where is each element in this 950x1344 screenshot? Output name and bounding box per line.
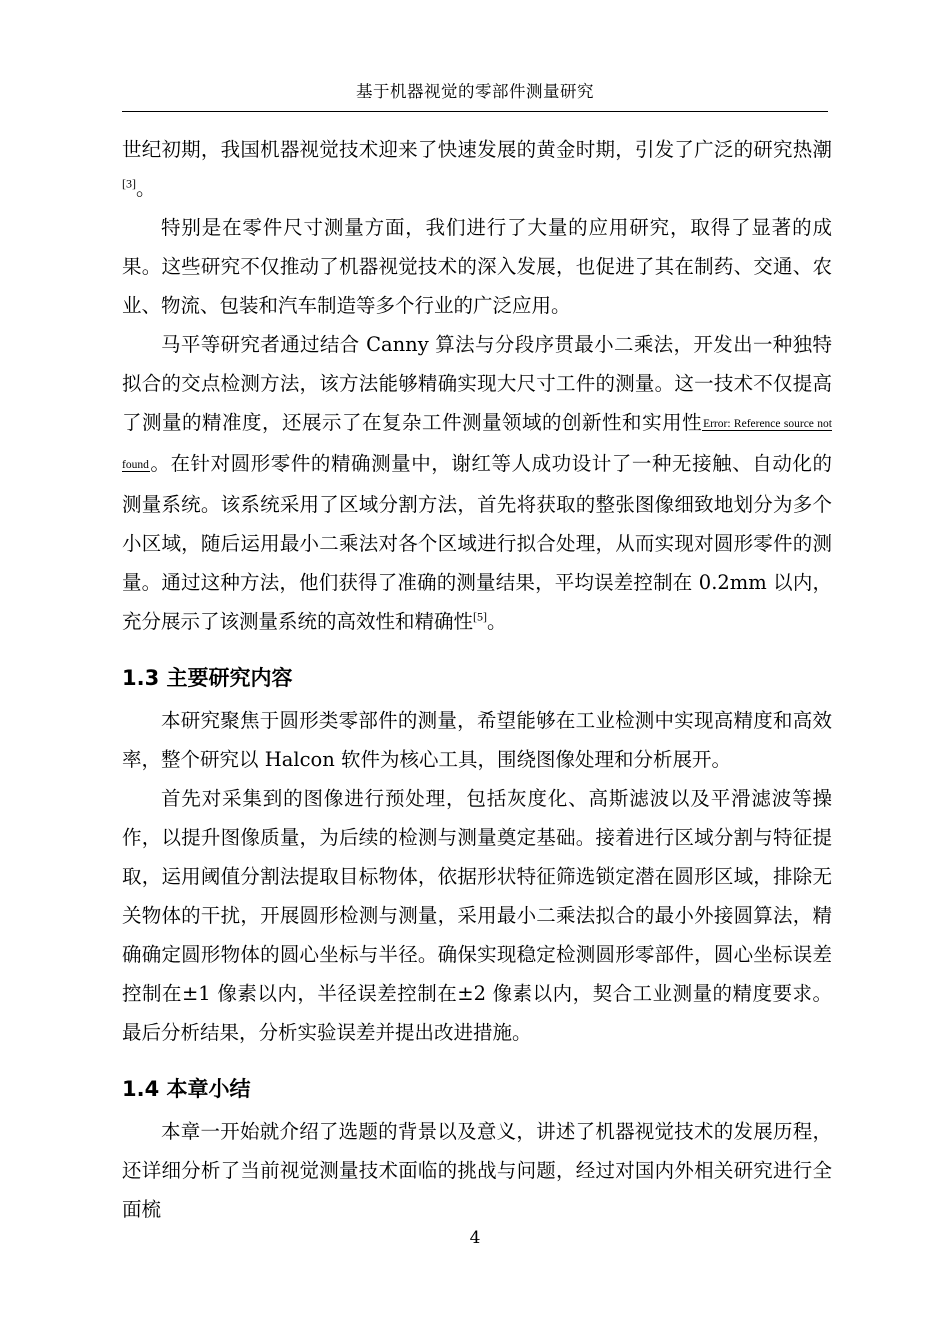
document-body <box>122 130 832 1229</box>
heading-1-4: 1.4 本章小结 <box>122 1077 251 1101</box>
page-number: 4 <box>469 1228 481 1248</box>
paragraph-3-segment-3: 。 <box>487 610 507 633</box>
paragraph-3-segment-1: 马平等研究者通过结合 Canny 算法与分段序贯最小二乘法，开发出一种独特拟合的交点检测方法，该方法能够精确实现大尺寸工件的测量。这一技术不仅提高了测量的精准度，还展示了在复杂工件测量领域的创新性和实用性 <box>122 333 832 434</box>
citation-ref-5: [5] <box>473 609 488 624</box>
reference-error-text: Error: Reference source not found <box>122 418 832 471</box>
paragraph-1-text: 世纪初期，我国机器视觉技术迎来了快速发展的黄金时期，引发了广泛的研究热潮 <box>122 138 832 161</box>
page-header-title: 基于机器视觉的零部件测量研究 <box>356 82 594 101</box>
paragraph-2: 特别是在零件尺寸测量方面，我们进行了大量的应用研究，取得了显著的成果。这些研究不仅推动了机器视觉技术的深入发展，也促进了其在制药、交通、农业、物流、包装和汽车制造等多个行业的广泛应用。 <box>122 216 832 317</box>
section-1-3-paragraph-1: 本研究聚焦于圆形类零部件的测量，希望能够在工业检测中实现高精度和高效率，整个研究以 Halcon 软件为核心工具，围绕图像处理和分析展开。 <box>122 709 832 771</box>
paragraph-3-segment-2: 。在针对圆形零件的精确测量中，谢红等人成功设计了一种无接触、自动化的测量系统。该系统采用了区域分割方法，首先将获取的整张图像细致地划分为多个小区域，随后运用最小二乘法对各个区域进行拟合处理，从而实现对圆形零件的测量。通过这种方法，他们获得了准确的测量结果，平均误差控制在 0.2mm 以内，充分展示了该测量系统的高效性和精确性 <box>122 452 832 633</box>
section-1-4-paragraph-1: 本章一开始就介绍了选题的背景以及意义，讲述了机器视觉技术的发展历程，还详细分析了当前视觉测量技术面临的挑战与问题，经过对国内外相关研究进行全面梳 <box>122 1120 832 1221</box>
paragraph-1-tail: 。 <box>136 177 156 200</box>
heading-1-3: 1.3 主要研究内容 <box>122 666 293 690</box>
paragraph-1 <box>122 130 832 208</box>
citation-ref-3: [3] <box>122 176 136 191</box>
section-1-3-paragraph-2: 首先对采集到的图像进行预处理，包括灰度化、高斯滤波以及平滑滤波等操作，以提升图像质量，为后续的检测与测量奠定基础。接着进行区域分割与特征提取，运用阈值分割法提取目标物体，依据形状特征筛选锁定潜在圆形区域，排除无关物体的干扰，开展圆形检测与测量，采用最小二乘法拟合的最小外接圆算法，精确确定圆形物体的圆心坐标与半径。确保实现稳定检测圆形零部件，圆心坐标误差控制在±1 像素以内，半径误差控制在±2 像素以内，契合工业测量的精度要求。最后分析结果，分析实验误差并提出改进措施。 <box>122 787 832 1044</box>
paragraph-3 <box>122 325 832 641</box>
header-divider <box>122 111 828 112</box>
